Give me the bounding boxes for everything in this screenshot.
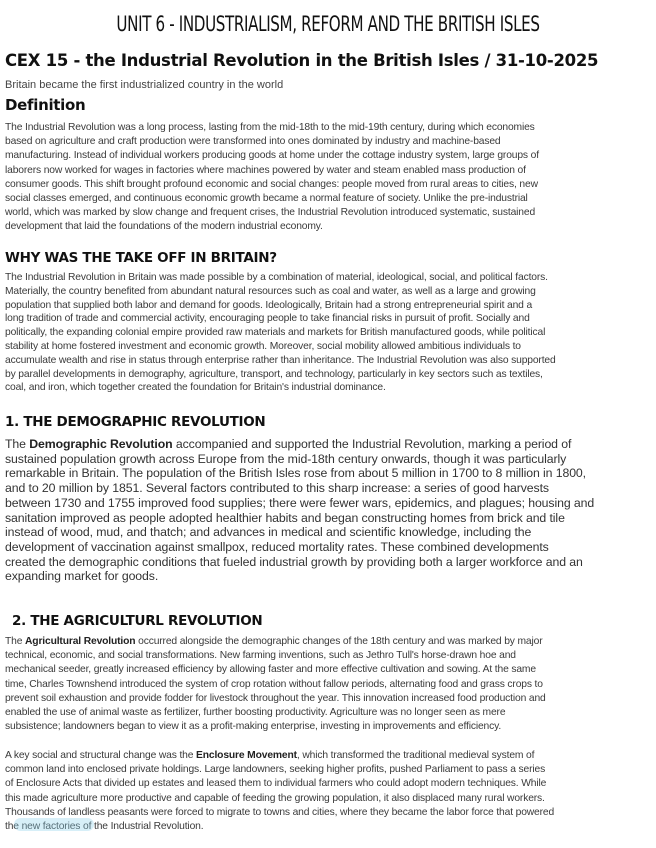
text-line: development that laid the foundations of the modern industrial economy. <box>5 221 323 233</box>
text-line: sanitation improved as people adopted healthier habits and began constructing homes from brick and tile <box>5 510 565 525</box>
text-line: between 1730 and 1755 improved food supplies; there were fewer wars, epidemics, and plagues; housing and <box>5 495 595 510</box>
text-line: politically, the expanding colonial empire provided raw materials and markets for British manufactured goods, while political <box>5 327 546 339</box>
agricultural-paragraph <box>5 635 546 734</box>
text-line: mechanical seeder, greatly increased efficiency by allowing faster and more effective cultivation and sowing. At the same <box>5 664 536 676</box>
agricultural-heading: 2. THE AGRICULTURL REVOLUTION <box>12 613 263 629</box>
text-line: population that supplied both labor and demand for goods. Ideologically, Britain had a strong entrepreneurial spirit and a <box>5 299 533 311</box>
text-line: coal, and iron, which together created the foundation for Britain's industrial dominance. <box>5 382 386 394</box>
lesson-subtitle: CEX 15 - the Industrial Revolution in the British Isles / 31-10-2025 <box>5 51 599 70</box>
text-line: instead of wood, mud, and thatch; and advances in medical and scientific knowledge, including the <box>5 525 532 540</box>
text-line: Thousands of landless peasants were forced to migrate to towns and cities, where they became the labor force that powered <box>5 806 555 818</box>
text-line: common land into enclosed private holdings. Large landowners, seeking higher profits, pushed Parliament to pass a series <box>5 764 546 776</box>
text-line: The Industrial Revolution in Britain was made possible by a combination of material, ideological, social, and political factors. <box>5 272 548 283</box>
text-line: prevent soil exhaustion and provide fodder for livestock throughout the year. This innovation increased food production and <box>5 692 546 704</box>
text-line: this made agriculture more productive and capable of feeding the growing population, it also displaced many rural workers. <box>5 792 545 804</box>
text-line: The Industrial Revolution was a long process, lasting from the mid-18th to the mid-19th century, during which economies <box>5 122 535 133</box>
text-line: laborers now worked for wages in factories where machines powered by water and steam enabled mass production of <box>5 164 526 176</box>
text-line: long tradition of trade and commercial activity, encouraging people to take financial risks in pursuit of profit. Socially and <box>5 313 530 325</box>
text-line: sustained population growth across Europe from the mid-18th century onwards, though it was particularly <box>5 451 567 466</box>
text-line: of Enclosure Acts that divided up estates and leased them to individual farmers who could adopt modern techniques. While <box>5 778 547 790</box>
text-line: consumer goods. This shift brought profound economic and social changes: people moved from rural areas to cities, new <box>5 178 538 190</box>
demographic-heading: 1. THE DEMOGRAPHIC REVOLUTION <box>5 414 266 430</box>
text-line: Materially, the country benefited from abundant natural resources such as coal and water, as well as a large and growing <box>5 285 536 297</box>
text-line: world, which was marked by slow change and frequent crises, the Industrial Revolution introduced systematic, sustained <box>5 207 536 219</box>
text-line: remarkable in Britain. The population of the British Isles rose from about 5 million in 1700 to 8 million in 1800, <box>5 466 586 481</box>
text-line: based on agriculture and craft production were transformed into ones dominated by industry and machine-based <box>5 136 501 148</box>
demographic-first-line: The Demographic Revolution accompanied and supported the Industrial Revolution, marking a period of <box>5 437 572 451</box>
text-line: manufacturing. Instead of individual workers producing goods at home under the cottage industry system, large groups of <box>5 150 539 162</box>
definition-heading: Definition <box>5 96 86 114</box>
text-line: stability at home fostered investment and economic growth. Moreover, social mobility allowed ambitious individuals to <box>5 340 521 352</box>
text-line: subsistence; landowners began to view it as a profit-making enterprise, investing in improvements and efficiency. <box>5 721 502 733</box>
definition-paragraph <box>5 121 539 235</box>
text-line: expanding market for goods. <box>5 569 159 584</box>
text-line: by parallel developments in demography, agriculture, transport, and technology, particularly in key sectors such as textiles, <box>5 368 543 380</box>
watermark-logo <box>14 818 94 831</box>
text-line: technical, economic, and social transformations. New farming inventions, such as Jethro Tull's horse-drawn hoe and <box>5 650 516 662</box>
text-line: development of vaccination against smallpox, reduced mortality rates. These combined developments <box>5 539 549 554</box>
text-line: the new factories of the Industrial Revolution. <box>5 821 204 833</box>
demographic-paragraph <box>5 437 594 584</box>
takeoff-paragraph <box>5 271 556 395</box>
lead-sentence: Britain became the first industrialized country in the world <box>5 79 284 91</box>
enclosure-first-line: A key social and structural change was the Enclosure Movement, which transformed the traditional medieval system of <box>5 750 535 761</box>
text-line: and to 20 million by 1851. Several factors contributed to this sharp increase: a series of good harvests <box>5 481 549 496</box>
text-line: accumulate wealth and rise in status through enterprise rather than inheritance. The Industrial Revolution was also supported <box>5 354 556 366</box>
text-line: social classes emerged, and continuous economic growth became a normal feature of society. Unlike the pre-industrial <box>5 193 528 205</box>
unit-title: UNIT 6 - INDUSTRIALISM, REFORM AND THE BRITISH ISLES <box>116 12 540 36</box>
text-line: created the demographic conditions that fueled industrial growth by providing both a larger workforce and an <box>5 554 583 569</box>
text-line: time, Charles Townshend introduced the system of crop rotation without fallow periods, alternating food and grass crops to <box>5 678 543 690</box>
text-line: enabled the use of animal waste as fertilizer, further boosting productivity. Agriculture was no longer seen as mere <box>5 707 506 719</box>
takeoff-heading: WHY WAS THE TAKE OFF IN BRITAIN? <box>5 250 277 266</box>
agricultural-first-line: The Agricultural Revolution occurred alongside the demographic changes of the 18th century and was marked by major <box>5 636 543 647</box>
